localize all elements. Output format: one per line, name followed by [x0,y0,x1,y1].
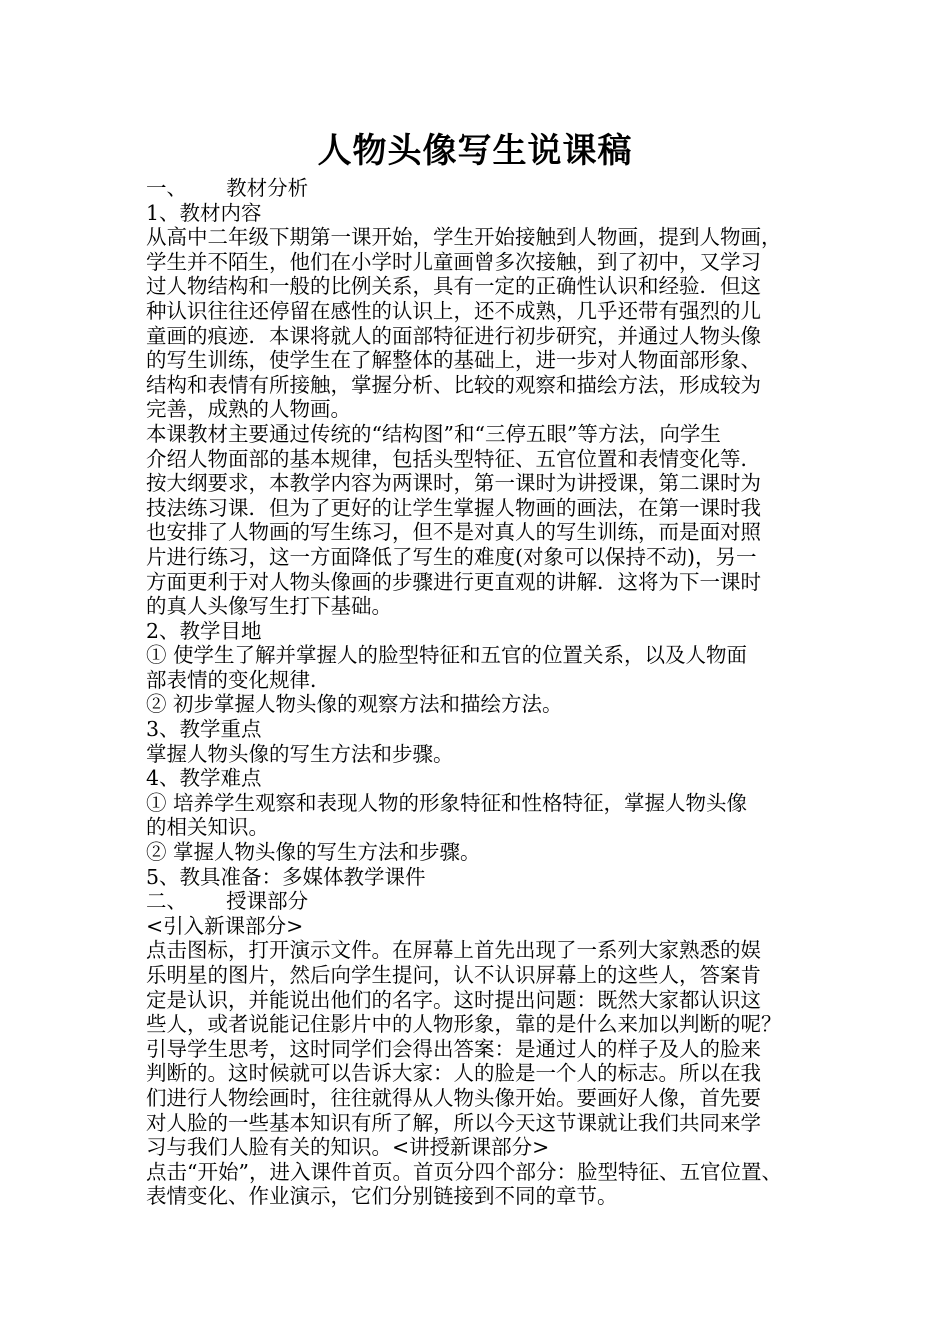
body-line: 3、教学重点 [146,717,262,742]
body-line: 按大纲要求，本教学内容为两课时，第一课时为讲授课，第二课时为 [146,471,761,496]
body-line: 习与我们人脸有关的知识。<讲授新课部分> [146,1135,550,1160]
body-line: 的相关知识。 [146,815,269,840]
body-line: ① 使学生了解并掌握人的脸型特征和五官的位置关系，以及人物面 [146,643,748,668]
body-line: 们进行人物绘画时，往往就得从人物头像开始。要画好人像，首先要 [146,1085,761,1110]
document-body [146,176,826,1209]
body-line: 2、教学目地 [146,618,262,643]
body-line: ② 初步掌握人物头像的观察方法和描绘方法。 [146,692,563,717]
body-line: 技法练习课．但为了更好的让学生掌握人物画的画法，在第一课时我 [146,495,761,520]
body-line: 定是认识，并能说出他们的名字。这时提出问题：既然大家都认识这 [146,987,761,1012]
body-line: 也安排了人物画的写生练习，但不是对真人的写生训练，而是面对照 [146,520,761,545]
body-line: 对人脸的一些基本知识有所了解，所以今天这节课就让我们共同来学 [146,1110,761,1135]
body-line: 5、教具准备：多媒体教学课件 [146,864,426,889]
body-line: 的写生训练，使学生在了解整体的基础上，进一步对人物面部形象、 [146,348,761,373]
body-line: 1、教材内容 [146,200,262,225]
body-line: 乐明星的图片，然后向学生提问，认不认识屏幕上的这些人，答案肯 [146,963,761,987]
body-line: 4、教学难点 [146,766,262,791]
body-line: 引导学生思考，这时同学们会得出答案：是通过人的样子及人的脸来 [146,1036,761,1061]
body-line: 过人物结构和一般的比例关系，具有一定的正确性认识和经验．但这 [146,274,761,299]
body-line: 表情变化、作业演示，它们分别链接到不同的章节。 [146,1184,618,1209]
body-line: 点击“开始”，进入课件首页。首页分四个部分：脸型特征、五官位置、 [146,1159,782,1184]
body-line: 结构和表情有所接触，掌握分析、比较的观察和描绘方法，形成较为 [146,372,761,397]
body-line: 方面更利于对人物头像画的步骤进行更直观的讲解．这将为下一课时 [146,569,761,594]
body-line: 一、 教材分析 [146,176,309,200]
body-line: 完善，成熟的人物画。 [146,397,351,422]
body-line: 部表情的变化规律． [146,667,331,692]
body-line: 二、 授课部分 [146,889,309,914]
body-line: <引入新课部分> [146,913,304,938]
body-line: 本课教材主要通过传统的“结构图”和“三停五眼”等方法，向学生 [146,421,721,446]
body-line: 从高中二年级下期第一课开始，学生开始接触到人物画，提到人物画， [146,225,782,250]
body-line: 童画的痕迹．本课将就人的面部特征进行初步研究，并通过人物头像 [146,323,761,348]
document-title: 人物头像写生说课稿 [317,131,633,171]
body-line: 学生并不陌生，他们在小学时儿童画曾多次接触，到了初中，又学习 [146,249,761,274]
body-line: 些人，或者说能记住影片中的人物形象，靠的是什么来加以判断的呢？ [146,1012,782,1037]
body-line: 片进行练习，这一方面降低了写生的难度(对象可以保持不动)，另一 [146,544,757,569]
body-line: 点击图标，打开演示文件。在屏幕上首先出现了一系列大家熟悉的娱 [146,938,761,963]
body-line: ① 培养学生观察和表现人物的形象特征和性格特征，掌握人物头像 [146,790,748,815]
body-line: 判断的。这时候就可以告诉大家：人的脸是一个人的标志。所以在我 [146,1061,761,1086]
body-line: 介绍人物面部的基本规律，包括头型特征、五官位置和表情变化等． [146,446,761,471]
body-line: ② 掌握人物头像的写生方法和步骤。 [146,840,481,865]
body-line: 的真人头像写生打下基础。 [146,594,392,619]
body-line: 种认识往往还停留在感性的认识上，还不成熟，几乎还带有强烈的儿 [146,298,761,323]
body-line: 掌握人物头像的写生方法和步骤。 [146,741,454,766]
